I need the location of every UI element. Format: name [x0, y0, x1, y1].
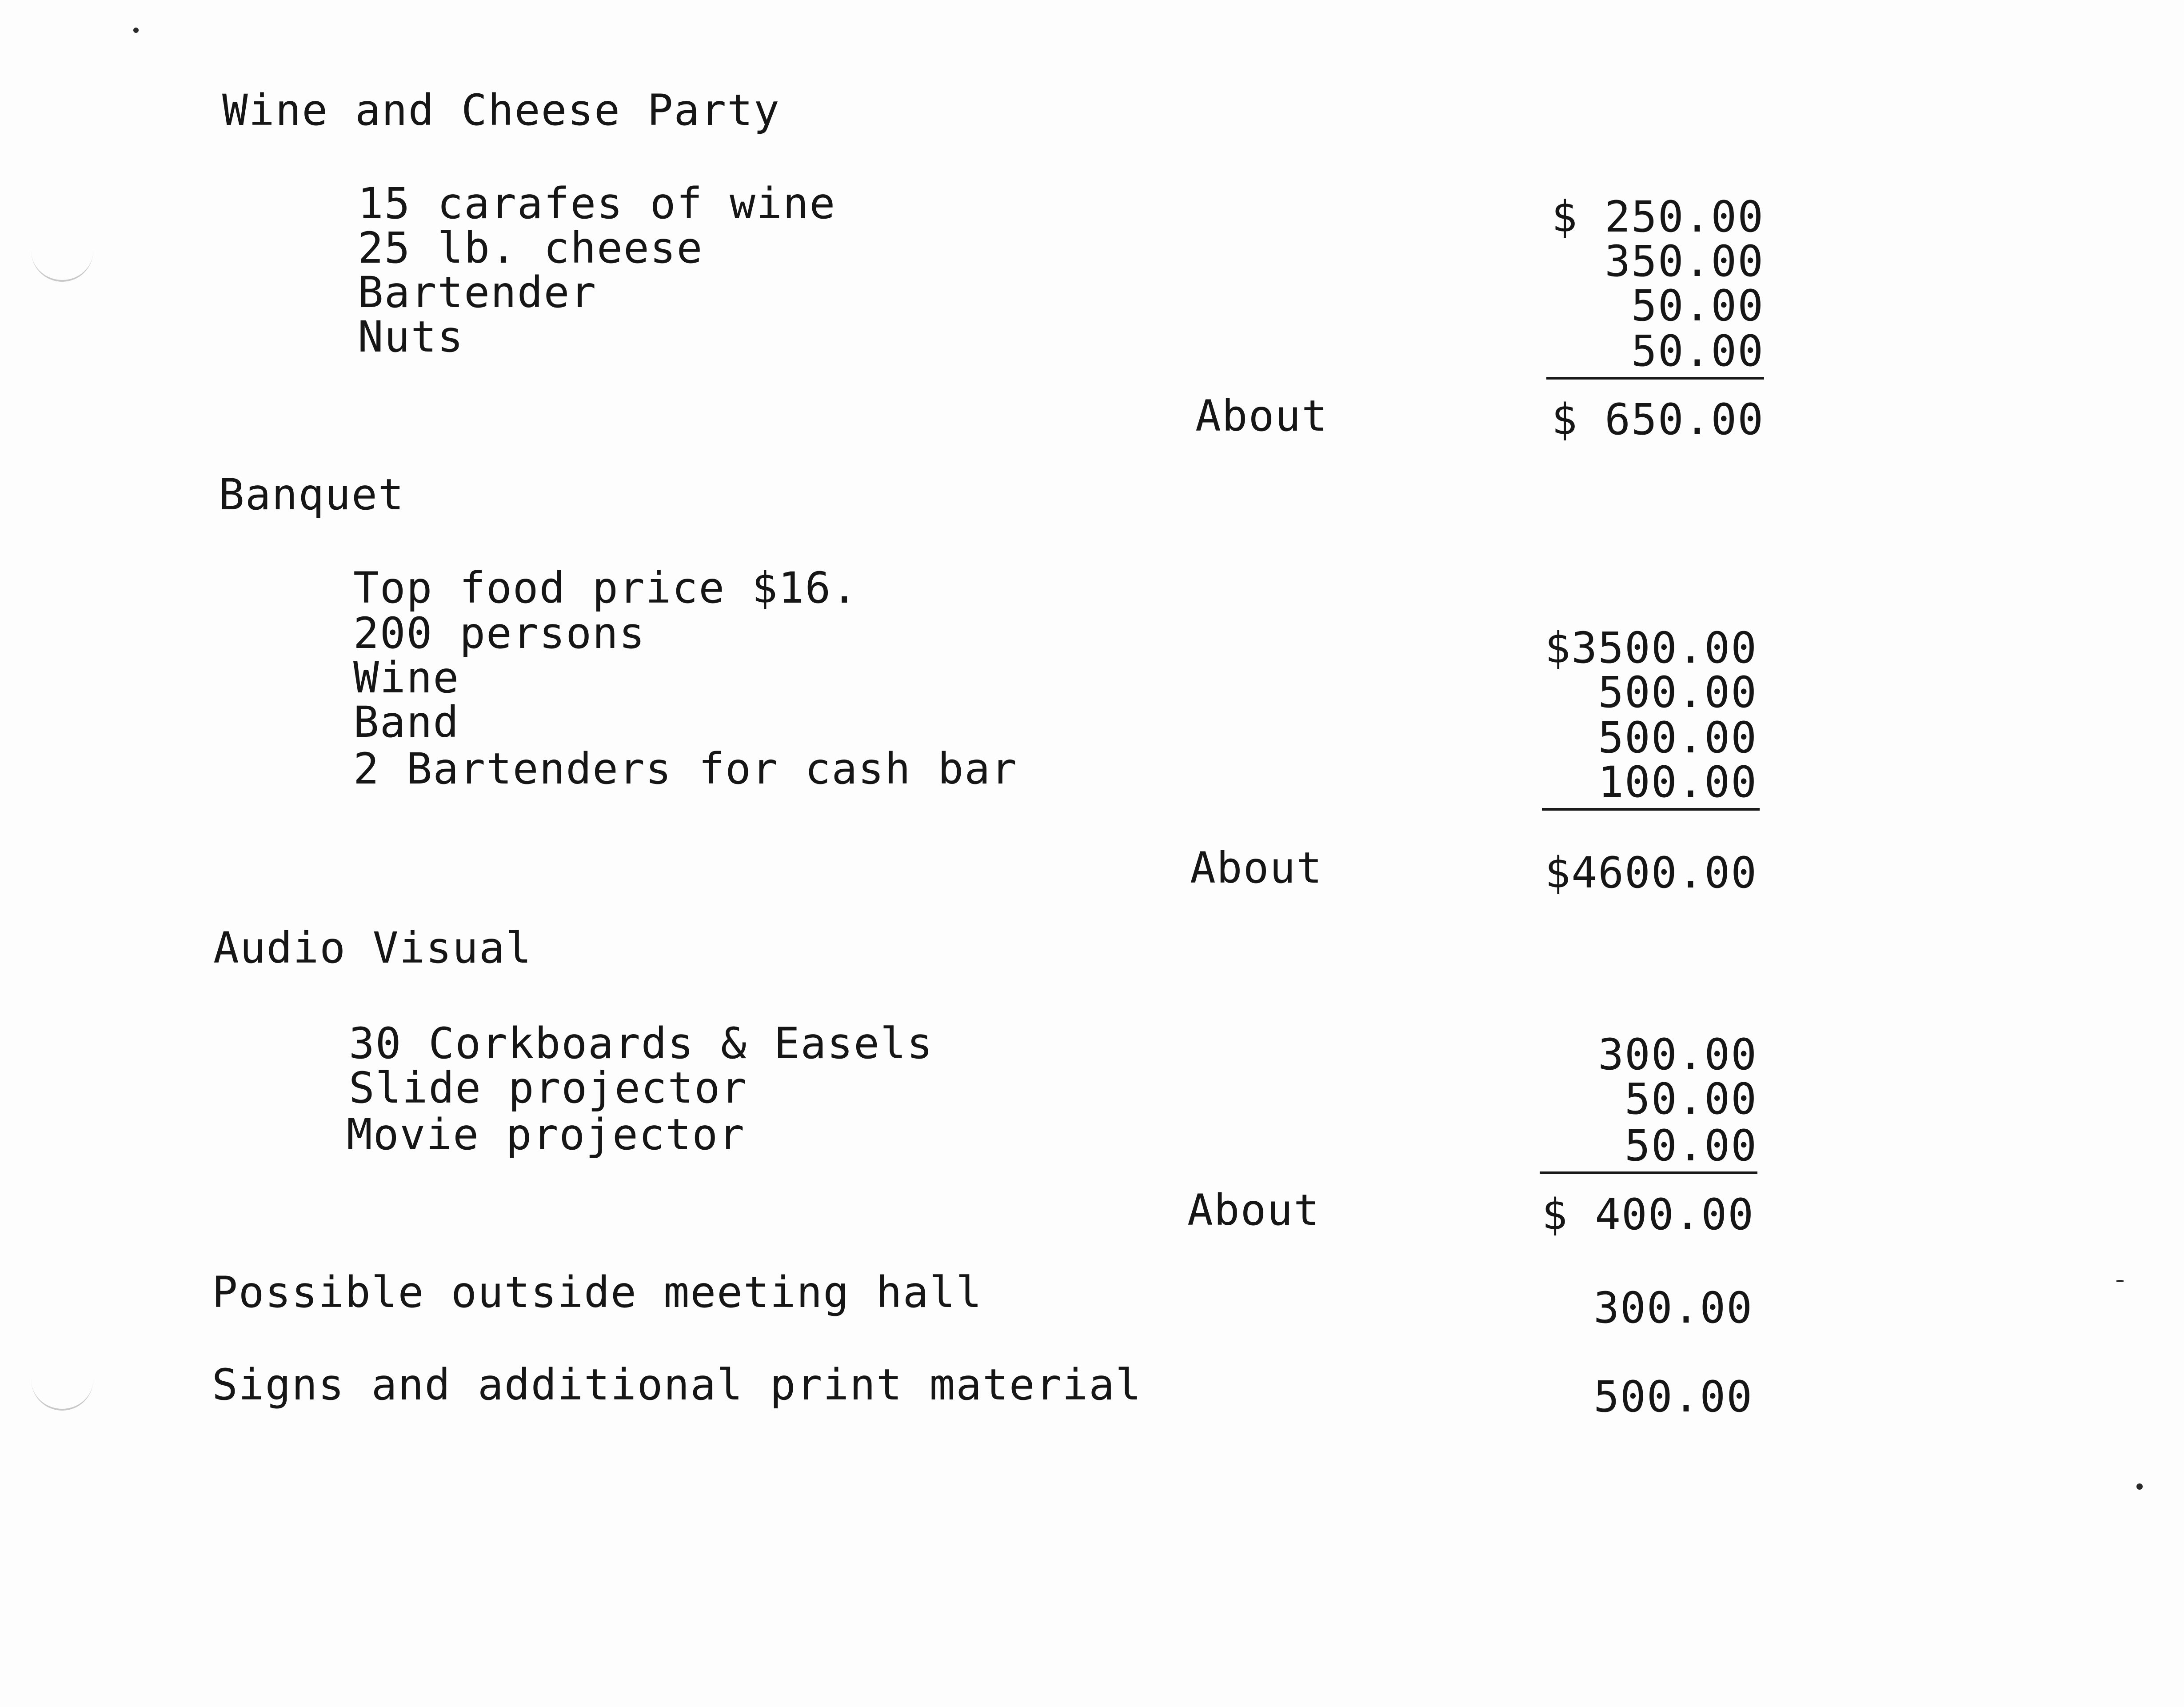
- subtotal-rule: [1540, 1171, 1757, 1174]
- punch-hole-mark: [31, 1378, 93, 1411]
- paper-speck: [2116, 1280, 2124, 1282]
- line-item-label: 30 Corkboards & Easels: [349, 1019, 934, 1068]
- line-item-label: Slide projector: [349, 1063, 747, 1113]
- section-total: $4600.00: [1545, 848, 1757, 898]
- section-total: $ 650.00: [1551, 395, 1764, 444]
- line-item-amount: 500.00: [1598, 668, 1757, 717]
- section-heading-banquet: Banquet: [219, 470, 405, 520]
- extra-item-label: Possible outside meeting hall: [212, 1267, 983, 1317]
- line-item-label: Movie projector: [347, 1110, 745, 1159]
- line-item-amount: 50.00: [1631, 281, 1764, 331]
- line-item-label: Wine: [353, 653, 460, 703]
- line-item-amount: 50.00: [1631, 326, 1764, 376]
- line-item-amount: $ 250.00: [1551, 192, 1764, 242]
- line-item-label: Top food price $16.: [353, 563, 858, 613]
- line-item-amount: 100.00: [1598, 757, 1757, 807]
- line-item-amount: 50.00: [1625, 1074, 1757, 1124]
- line-item-amount: $3500.00: [1545, 623, 1757, 673]
- paper-speck: [2136, 1483, 2143, 1490]
- line-item-label: 15 carafes of wine: [358, 179, 836, 228]
- section-total: $ 400.00: [1541, 1190, 1754, 1239]
- line-item-amount: 500.00: [1598, 713, 1757, 763]
- line-item-label: Nuts: [358, 312, 464, 362]
- line-item-label: Band: [353, 697, 460, 747]
- total-label: About: [1195, 391, 1328, 441]
- line-item-label: Bartender: [358, 268, 597, 317]
- paper-speck: [133, 28, 139, 33]
- subtotal-rule: [1542, 808, 1760, 811]
- section-heading-wine-cheese: Wine and Cheese Party: [222, 85, 780, 135]
- extra-item-label: Signs and additional print material: [212, 1360, 1142, 1410]
- line-item-amount: 300.00: [1598, 1030, 1757, 1079]
- line-item-label: 2 Bartenders for cash bar: [353, 744, 1018, 794]
- line-item-label: 200 persons: [353, 608, 646, 658]
- subtotal-rule: [1546, 377, 1764, 380]
- extra-item-amount: 500.00: [1593, 1372, 1753, 1422]
- section-heading-audio-visual: Audio Visual: [213, 923, 532, 973]
- line-item-label: 25 lb. cheese: [358, 223, 703, 273]
- extra-item-amount: 300.00: [1593, 1283, 1753, 1333]
- line-item-amount: 50.00: [1625, 1121, 1757, 1171]
- total-label: About: [1187, 1185, 1320, 1235]
- line-item-amount: 350.00: [1605, 236, 1764, 286]
- total-label: About: [1190, 843, 1323, 893]
- punch-hole-mark: [31, 249, 93, 282]
